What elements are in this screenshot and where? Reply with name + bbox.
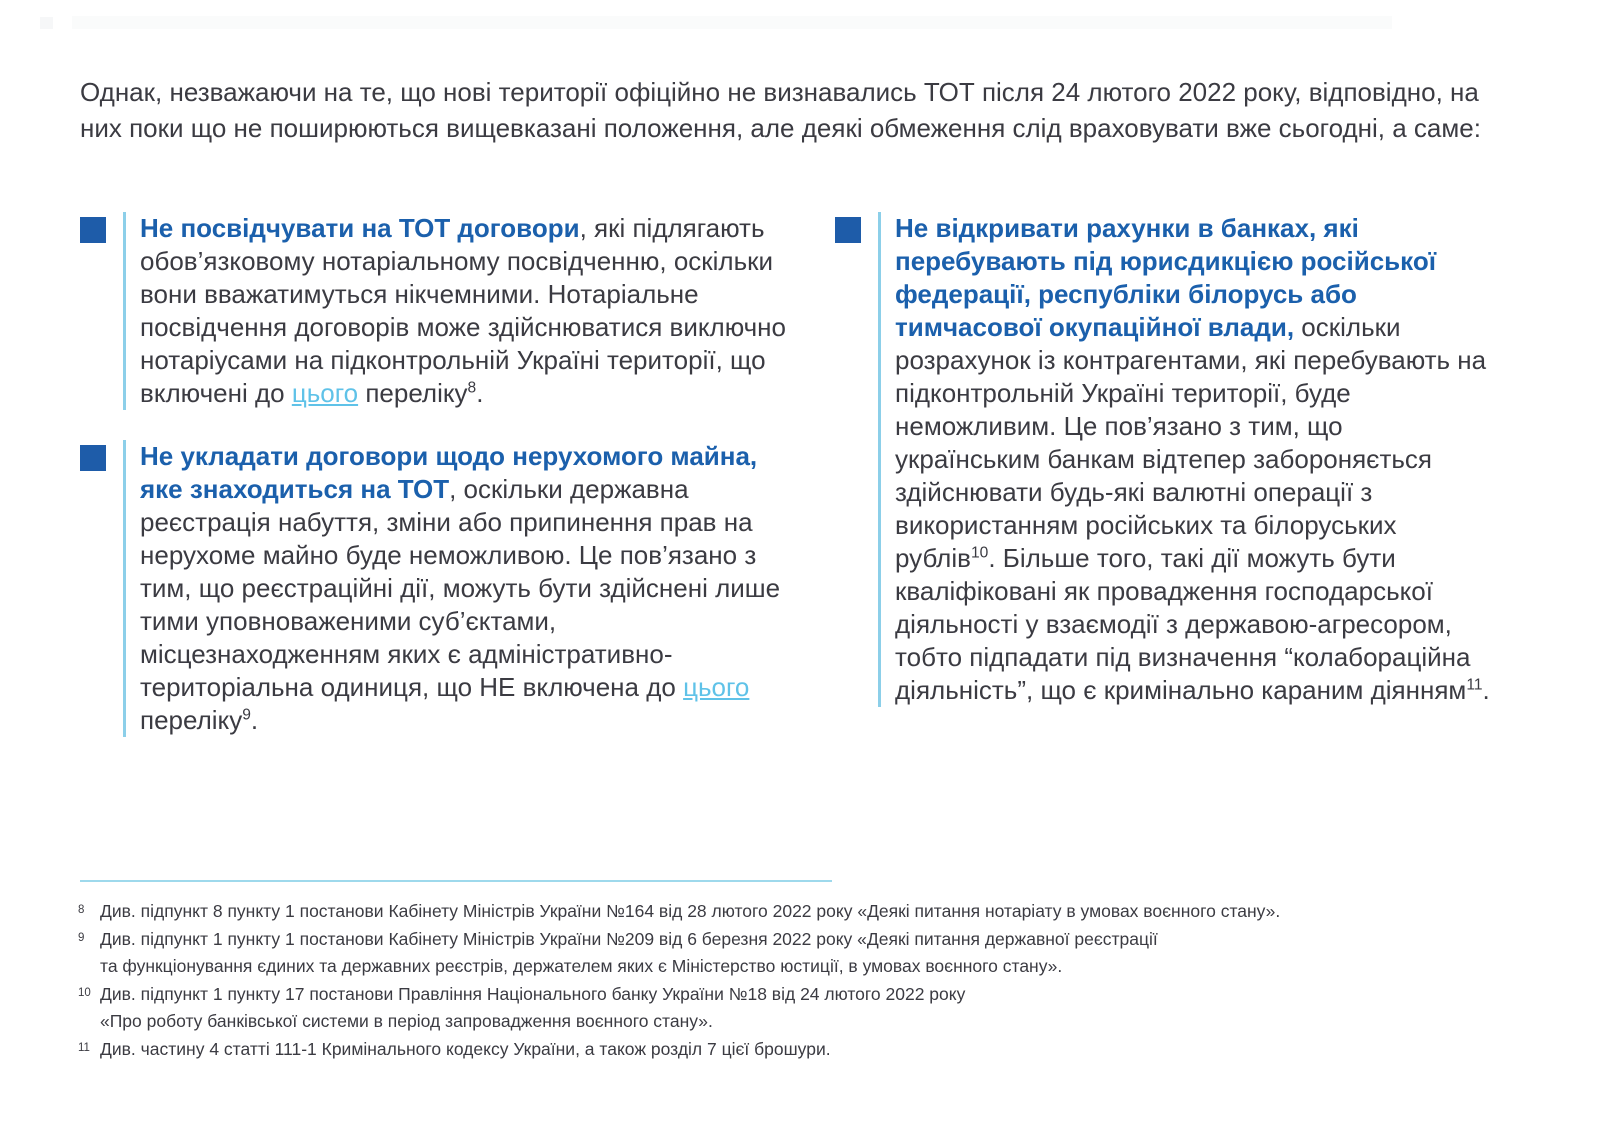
footnote-text: Див. підпункт 8 пункту 1 постанови Кабінету Міністрів України №164 від 28 лютого 2022 року «Деякі питання нотаріату в умовах воєнного стану». <box>100 901 1281 921</box>
footnote-ref: 8 <box>467 379 477 397</box>
inline-link[interactable]: цього <box>291 378 359 408</box>
bullet-item <box>80 212 800 410</box>
left-column <box>80 212 800 767</box>
bullet-lead-text: Не укладати договори щодо нерухомого майна, яке знаходиться на ТОТ <box>140 441 758 504</box>
footnote-marker: 9 <box>78 931 85 944</box>
footnote <box>78 981 1518 1036</box>
bullet-square-icon <box>835 217 861 243</box>
footnote <box>78 1036 1518 1064</box>
bullet-text: Не відкривати рахунки в банках, які перебувають під юрисдикцією російської федерації, республіки білорусь або тимчасової окупаційної влади, оскільки розрахунок із контрагентами, які перебувають на підконтрольній Україні території, буде неможливим. Це пов’язано з тим, що українським банкам відтепер забороняється здійснювати будь-які валютні операції з використанням російських та білоруських рублів$^{10}$. Більше того, такі дії можуть бути кваліфіковані як провадження господарської діяльності у взаємодії з державою-агресором, тобто підпадати під визначення “колабораційна діяльність”, що є кримінально караним діянням$^{11}$. <box>895 213 1490 705</box>
footnote-marker: 11 <box>78 1041 90 1054</box>
inline-link[interactable]: цього <box>683 672 750 702</box>
bullet-text: Не посвідчувати на ТОТ договори, які підлягають обов’язковому нотаріальному посвідченню, оскільки вони вважатимуться нікчемними. Нотаріальне посвідчення договорів може здійснюватися виключно нотаріусами на підконтрольній Україні території, що включені до цього переліку$^8$. <box>140 213 786 408</box>
footnote-ref: 10 <box>970 544 989 562</box>
footnote <box>78 926 1518 981</box>
intro-paragraph: Однак, незважаючи на те, що нові території офіційно не визнавались ТОТ після 24 лютого 2022 року, відповідно, на них поки що не поширюються вищевказані положення, але деякі обмеження слід враховувати вже сьогодні, а саме: <box>80 77 1481 143</box>
bullet-lead-text: Не відкривати рахунки в банках, які перебувають під юрисдикцією російської федерації, республіки білорусь або тимчасової окупаційної влади, <box>895 213 1437 342</box>
bullet-rule <box>878 212 881 707</box>
footnote-text: Див. підпункт 1 пункту 17 постанови Правління Національного банку України №18 від 24 лютого 2022 року «Про роботу банківської системи в період запровадження воєнного стану». <box>100 983 966 1031</box>
faded-header-mark <box>40 17 53 29</box>
footnote <box>78 898 1518 926</box>
bullet-rule <box>123 440 126 737</box>
bullet-item <box>835 212 1500 707</box>
bullet-square-icon <box>80 445 106 471</box>
footnote-ref: 11 <box>1466 676 1483 694</box>
bullet-item <box>80 440 800 737</box>
footnote-ref: 9 <box>242 706 251 724</box>
footnote-text: Див. частину 4 статті 111-1 Кримінального кодексу України, а також розділ 7 цієї брошури. <box>100 1038 831 1059</box>
bullet-text: Не укладати договори щодо нерухомого майна, яке знаходиться на ТОТ, оскільки державна реєстрація набуття, зміни або припинення прав на нерухоме майно буде неможливою. Це пов’язано з тим, що реєстраційні дії, можуть бути здійснені лише тими уповноваженими суб’єктами, місцезнаходженням яких є адміністративно-територіальна одиниця, що НЕ включена до цього переліку$^9$. <box>140 441 781 735</box>
footnote-text: Див. підпункт 1 пункту 1 постанови Кабінету Міністрів України №209 від 6 березня 2022 року «Деякі питання державної реєстрації та функціонування єдиних та державних реєстрів, держателем яких є Міністерство юстиції, в умовах воєнного стану». <box>100 928 1158 976</box>
footnotes <box>78 898 1518 1063</box>
bullet-rule <box>123 212 126 410</box>
faded-header-remnant <box>72 16 1392 29</box>
bullet-square-icon <box>80 217 106 243</box>
footnote-marker: 10 <box>78 986 91 999</box>
footnote-divider <box>80 880 832 882</box>
bullet-lead-text: Не посвідчувати на ТОТ договори <box>140 213 580 243</box>
footnote-marker: 8 <box>78 904 85 916</box>
right-column <box>835 212 1500 737</box>
